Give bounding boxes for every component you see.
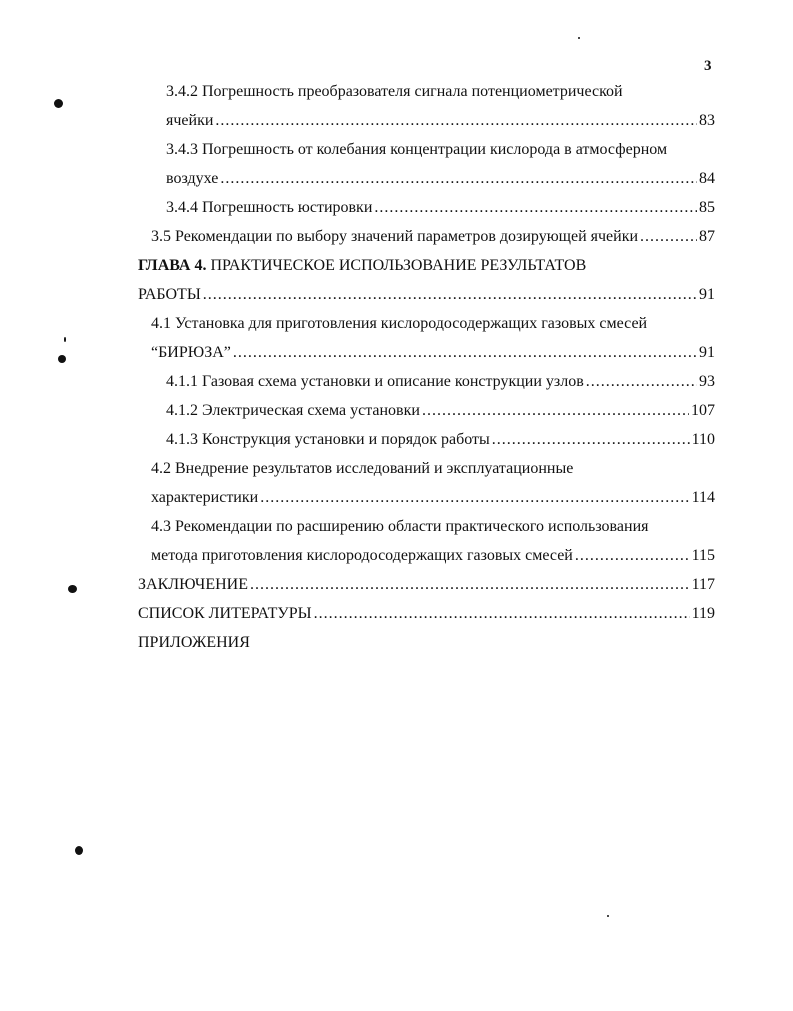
toc-appendices-title: ПРИЛОЖЕНИЯ — [138, 634, 250, 651]
toc-entry-3-5-page: 87 — [699, 228, 715, 245]
toc-entry-3-4-3-title-cont: воздухе — [166, 170, 219, 187]
dot-leader — [233, 343, 697, 363]
toc-entry-3-4-3 — [166, 169, 715, 189]
toc-entry-3-4-3-page: 84 — [699, 170, 715, 187]
toc-entry-4-1-3-title: 4.1.3 Конструкция установки и порядок работы — [166, 431, 490, 448]
toc-conclusion — [138, 575, 715, 595]
toc-entry-4-1-2-page: 107 — [691, 402, 715, 419]
toc-entry-4-3 — [151, 546, 715, 566]
chapter-4-name: ПРАКТИЧЕСКОЕ ИСПОЛЬЗОВАНИЕ РЕЗУЛЬТАТОВ — [210, 257, 587, 274]
dot-leader — [640, 227, 697, 247]
dot-leader — [314, 604, 690, 624]
toc-entry-4-1-2 — [166, 401, 715, 421]
toc-entry-4-2-title-cont: характеристики — [151, 489, 259, 506]
toc-references — [138, 604, 715, 624]
toc-entry-4-1-3 — [166, 430, 715, 450]
dot-leader — [575, 546, 690, 566]
toc-entry-4-3-title-cont: метода приготовления кислородосодержащих газовых смесей — [151, 547, 573, 564]
toc-entry-3-4-4-page: 85 — [699, 199, 715, 216]
toc-chapter-4-title — [138, 256, 586, 276]
dot-leader — [260, 488, 689, 508]
toc-conclusion-page: 117 — [691, 576, 715, 593]
dot-leader — [586, 372, 697, 392]
toc-entry-4-1 — [151, 343, 715, 363]
toc-entry-3-4-2-title: 3.4.2 Погрешность преобразователя сигнала потенциометрической — [166, 83, 623, 100]
toc-entry-3-4-2 — [166, 111, 715, 131]
toc-chapter-4-page: 91 — [699, 286, 715, 303]
scan-speck — [75, 846, 83, 855]
dot-leader — [220, 169, 697, 189]
toc-entry-3-4-4 — [166, 198, 715, 218]
toc-entry-4-3-title: 4.3 Рекомендации по расширению области практического использования — [151, 518, 649, 535]
toc-entry-3-5-title: 3.5 Рекомендации по выбору значений параметров дозирующей ячейки — [151, 228, 639, 245]
dot-leader — [374, 198, 697, 218]
toc-entry-4-1-1-page: 93 — [699, 373, 715, 390]
scan-speck — [68, 585, 77, 593]
toc-conclusion-title: ЗАКЛЮЧЕНИЕ — [138, 576, 248, 593]
toc-entry-4-2 — [151, 488, 715, 508]
toc-entry-4-1-title: 4.1 Установка для приготовления кислородосодержащих газовых смесей — [151, 315, 648, 332]
dot-leader — [492, 430, 690, 450]
toc-entry-3-4-2-title-cont: ячейки — [166, 112, 214, 129]
toc-entry-3-4-3-title: 3.4.3 Погрешность от колебания концентрации кислорода в атмосферном — [166, 141, 668, 158]
toc-entry-4-1-1 — [166, 372, 715, 392]
toc-entry-3-4-4-title: 3.4.4 Погрешность юстировки — [166, 199, 373, 216]
dot-leader — [215, 111, 697, 131]
toc-references-title: СПИСОК ЛИТЕРАТУРЫ — [138, 605, 312, 622]
scan-speck — [64, 337, 66, 342]
toc-chapter-4-title-cont: РАБОТЫ — [138, 286, 201, 303]
page-number: 3 — [704, 58, 712, 74]
toc-entry-4-1-title-cont: “БИРЮЗА” — [151, 344, 231, 361]
toc-entry-3-5 — [151, 227, 715, 247]
toc-entry-4-2-title: 4.2 Внедрение результатов исследований и эксплуатационные — [151, 460, 574, 477]
toc-entry-4-1-2-title: 4.1.2 Электрическая схема установки — [166, 402, 420, 419]
scan-speck — [54, 99, 63, 108]
toc-chapter-4 — [138, 285, 715, 305]
toc-entry-4-1-3-page: 110 — [691, 431, 715, 448]
dot-leader — [250, 575, 690, 595]
chapter-4-label: ГЛАВА 4. — [138, 257, 207, 274]
scan-speck — [607, 915, 609, 917]
toc-entry-3-4-2-page: 83 — [699, 112, 715, 129]
scan-speck — [578, 37, 580, 39]
dot-leader — [203, 285, 697, 305]
toc-entry-4-2-page: 114 — [691, 489, 715, 506]
toc-entry-4-3-page: 115 — [691, 547, 715, 564]
dot-leader — [422, 401, 689, 421]
toc-entry-4-1-1-title: 4.1.1 Газовая схема установки и описание конструкции узлов — [166, 373, 584, 390]
toc-entry-4-1-page: 91 — [699, 344, 715, 361]
scan-speck — [58, 355, 66, 363]
toc-references-page: 119 — [691, 605, 715, 622]
